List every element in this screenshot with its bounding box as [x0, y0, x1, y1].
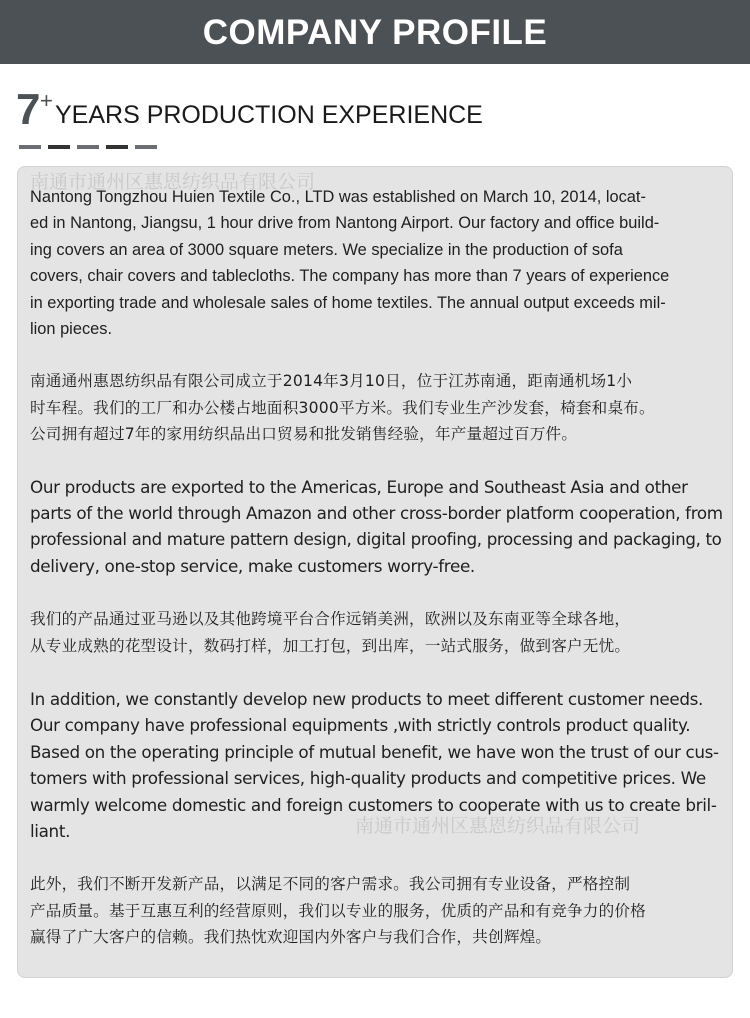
text-line: Our products are exported to the Americas, Europe and Southeast Asia and other [30, 477, 688, 497]
text-line: 从专业成熟的花型设计，数码打样，加工打包，到出库，一站式服务，做到客户无忧。 [30, 636, 631, 655]
text-line: 赢得了广大客户的信赖。我们热忱欢迎国内外客户与我们合作，共创辉煌。 [30, 928, 552, 946]
text-line: 产品质量。基于互惠互利的经营原则，我们以专业的服务，优质的产品和有竞争力的价格 [30, 901, 646, 920]
watermark-text: 南通市通州区惠恩纺织品有限公司 [30, 171, 316, 193]
paragraph-english-intro [30, 184, 722, 342]
text-line: Nantong Tongzhou Huien Textile Co., LTD was established on March 10, 2014, locat- [30, 188, 646, 206]
header-banner [0, 0, 750, 64]
page-title: COMPANY PROFILE [202, 13, 548, 52]
paragraph-chinese-products [30, 606, 722, 659]
text-line: Our company have professional equipments ,with strictly controls product quality. [30, 715, 691, 736]
text-line: 南通通州惠恩纺织品有限公司成立于2014年3月10日，位于江苏南通，距南通机场1小 [30, 372, 633, 390]
paragraph-chinese-addition [30, 871, 722, 951]
years-number: 7 [16, 85, 41, 134]
text-line: tomers with professional services, high-quality products and competitive prices. We [30, 768, 706, 789]
text-line: ed in Nantong, Jiangsu, 1 hour drive from Nantong Airport. Our factory and office build- [30, 214, 660, 233]
watermark-text: 南通市通州区惠恩纺织品有限公司 [355, 815, 641, 837]
text-line: 我们的产品通过亚马逊以及其他跨境平台合作远销美洲，欧洲以及东南亚等全球各地， [30, 610, 631, 628]
text-line: professional and mature pattern design, digital proofing, processing and packaging, to [30, 529, 722, 549]
text-line: warmly welcome domestic and foreign customers to cooperate with us to create bril- [30, 794, 717, 815]
text-line: lion pieces. [30, 320, 113, 339]
dash-divider [135, 145, 157, 149]
text-line: covers, chair covers and tablecloths. The company has more than 7 years of experience [30, 267, 670, 286]
paragraph-chinese-intro [30, 368, 722, 448]
text-line: Based on the operating principle of mutual benefit, we have won the trust of our cus- [30, 741, 719, 762]
text-line: liant. [30, 821, 71, 842]
text-line: 时车程。我们的工厂和办公楼占地面积3000平方米。我们专业生产沙发套，椅套和桌布。 [30, 398, 655, 417]
paragraph-english-addition [30, 686, 722, 844]
text-line: In addition, we constantly develop new products to meet different customer needs. [30, 689, 704, 709]
text-line: delivery, one-stop service, make customers worry-free. [30, 556, 475, 577]
plus-sign: + [40, 88, 53, 113]
dash-divider [77, 145, 99, 149]
text-line: 公司拥有超过7年的家用纺织品出口贸易和批发销售经验，年产量超过百万件。 [30, 425, 578, 443]
experience-text: YEARS PRODUCTION EXPERIENCE [55, 101, 483, 129]
dash-divider [48, 145, 70, 149]
decorative-dashes [19, 145, 164, 149]
text-line: parts of the world through Amazon and other cross-border platform cooperation, from [30, 503, 723, 524]
paragraph-english-products [30, 474, 722, 580]
dash-divider [19, 145, 41, 149]
text-line: 此外，我们不断开发新产品，以满足不同的客户需求。我公司拥有专业设备，严格控制 [30, 875, 631, 893]
dash-divider [106, 145, 128, 149]
text-line: ing covers an area of 3000 square meters. We specialize in the production of sofa [30, 240, 623, 259]
text-line: in exporting trade and wholesale sales of home textiles. The annual output exceeds mil- [30, 293, 666, 312]
